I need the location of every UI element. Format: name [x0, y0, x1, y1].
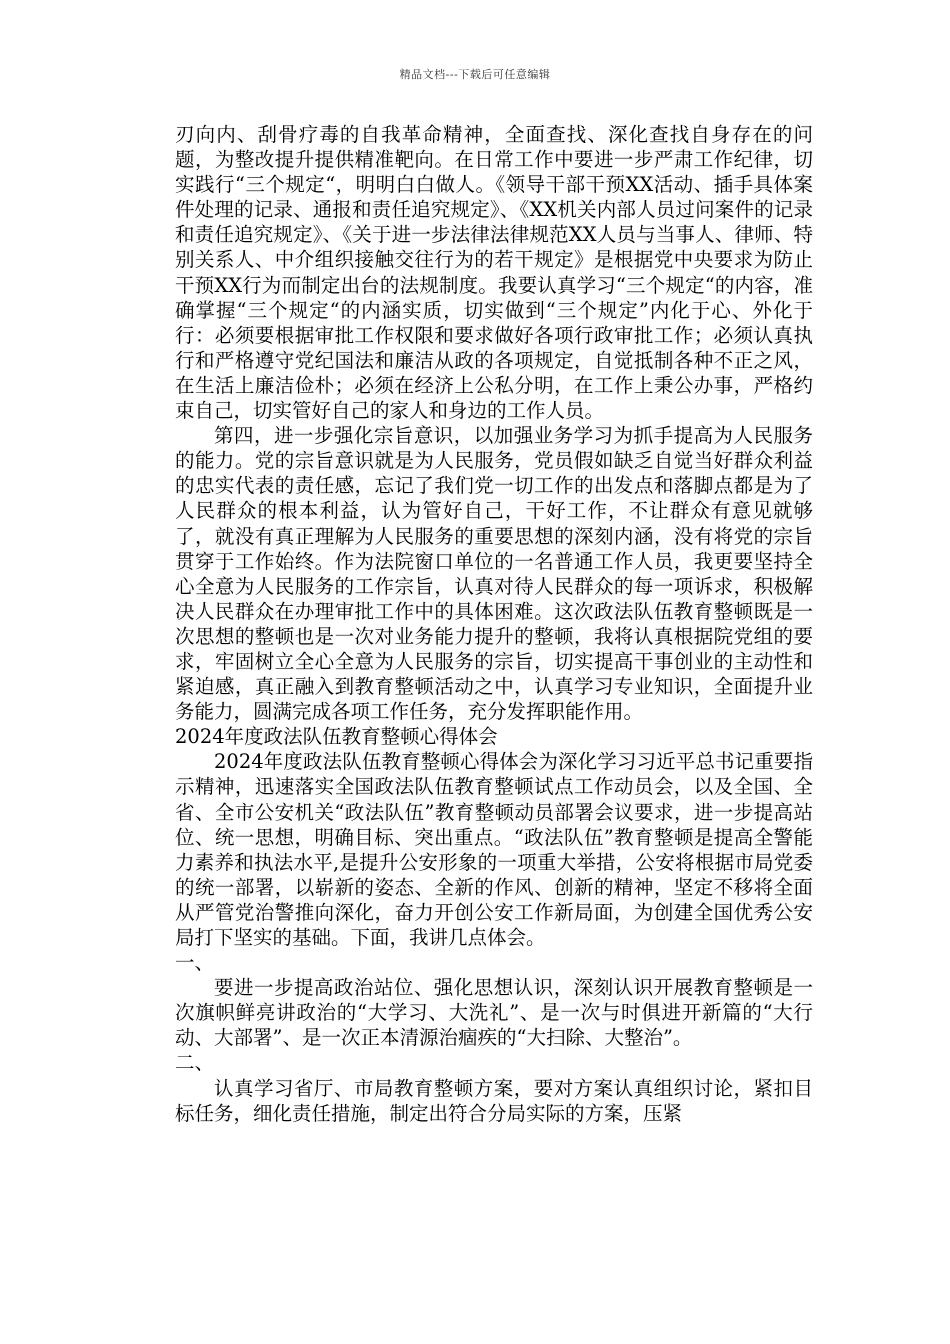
paragraph-intro: 2024年度政法队伍教育整顿心得体会为深化学习习近平总书记重要指示精神，迅速落实全国政法队伍教育整顿试点工作动员会，以及全国、全省、全市公安机关“政法队伍”教育整顿动员部署会议要求，进一步提高站位、统一思想，明确目标、突出重点。“政法队伍”教育整顿是提高全警能力素养和执法水平,是提升公安形象的一项重大举措，公安将根据市局党委的统一部署，以崭新的姿态、全新的作风、创新的精神，坚定不移将全面从严管党治警推向深化，奋力开创公安工作新局面，为创建全国优秀公安局打下坚实的基础。下面，我讲几点体会。: [175, 750, 813, 949]
section-marker-two: 二、: [175, 1051, 215, 1075]
paragraph-point-one: 要进一步提高政治站位、强化思想认识，深刻认识开展教育整顿是一次旗帜鲜亮讲政治的“大学习、大洗礼”、是一次与时俱进开新篇的“大行动、大部署”、是一次正本清源治痼疾的“大扫除、大整治”。: [175, 976, 813, 1050]
paragraph-continuation: 刃向内、刮骨疗毒的自我革命精神，全面查找、深化查找自身存在的问题，为整改提升提供精准靶向。在日常工作中要进一步严肃工作纪律，切实践行“三个规定“，明明白白做人。《领导干部干预XX活动、插手具体案件处理的记录、通报和责任追究规定》、《XX机关内部人员过问案件的记录和责任追究规定》、《关于进一步法律法律规范XX人员与当事人、律师、特别关系人、中介组织接触交往行为的若干规定》是根据党中央要求为防止干预XX行为而制定出台的法规制度。我要认真学习“三个规定“的内容，准确掌握“三个规定“的内涵实质，切实做到“三个规定”内化于心、外化于行：必须要根据审批工作权限和要求做好各项行政审批工作；必须认真执行和严格遵守党纪国法和廉洁从政的各项规定，自觉抵制各种不正之风，在生活上廉洁俭朴；必须在经济上公私分明，在工作上秉公办事，严格约束自己，切实管好自己的家人和身边的工作人员。: [175, 123, 813, 423]
paragraph-fourth-point: 第四，进一步强化宗旨意识，以加强业务学习为抓手提高为人民服务的能力。党的宗旨意识就是为人民服务，党员假如缺乏自觉当好群众利益的忠实代表的责任感，忘记了我们党一切工作的出发点和落脚点都是为了人民群众的根本利益，认为管好自己，干好工作，不让群众有意见就够了，就没有真正理解为人民服务的重要思想的深刻内涵，没有将党的宗旨贯穿于工作始终。作为法院窗口单位的一名普通工作人员，我更要坚持全心全意为人民服务的工作宗旨，认真对待人民群众的每一项诉求，积极解决人民群众在办理审批工作中的具体困难。这次政法队伍教育整顿既是一次思想的整顿也是一次对业务能力提升的整顿，我将认真根据院党组的要求，牢固树立全心全意为人民服务的宗旨，切实提高干事创业的主动性和紧迫感，真正融入到教育整顿活动之中，认真学习专业知识，全面提升业务能力，圆满完成各项工作任务，充分发挥职能作用。: [175, 424, 813, 724]
section-title: 2024年度政法队伍教育整顿心得体会: [175, 725, 498, 749]
page-header: 精品文档---下载后可任意编辑: [399, 68, 551, 81]
section-marker-one: 一、: [175, 951, 215, 975]
document-body: [175, 122, 813, 1126]
paragraph-point-two: 认真学习省厅、市局教育整顿方案，要对方案认真组织讨论，紧扣目标任务，细化责任措施，制定出符合分局实际的方案，压紧: [175, 1076, 813, 1125]
